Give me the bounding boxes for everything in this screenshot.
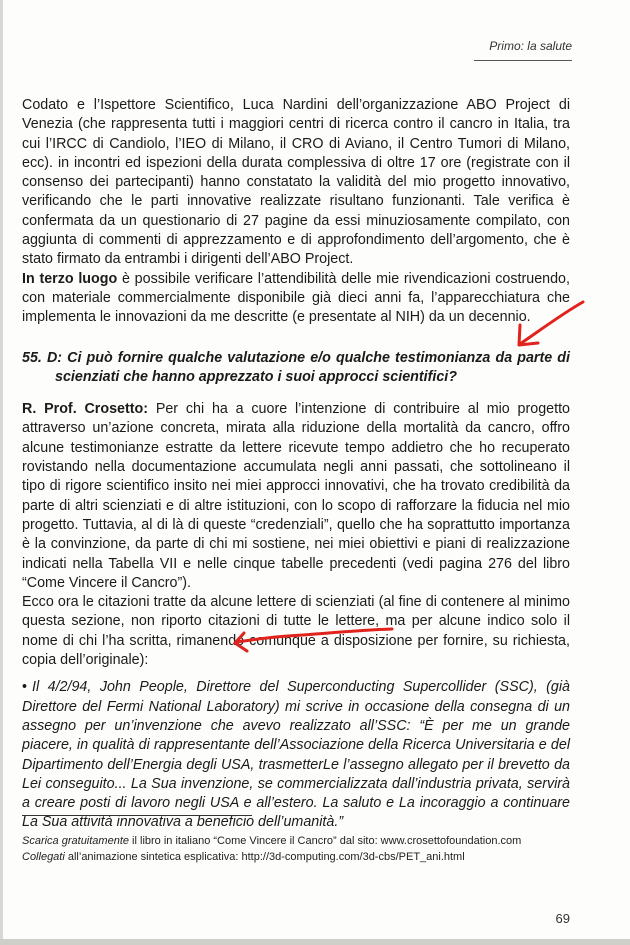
question-55: 55. D: Ci può fornire qualche valutazione e/o qualche testimonianza da parte di scienziati che hanno apprezzato i suoi approcci scientifici? [22,349,570,385]
quote-john-people [22,678,570,832]
bullet-mark: • [22,679,28,696]
page-number: 69 [555,911,570,926]
answer-lead: R. Prof. Crosetto: [22,401,149,418]
footnote-2-text: all’animazione sintetica esplicativa: http://3d-computing.com/3d-cbs/PET_ani.html [64,851,465,863]
quote-text: Il 4/2/94, John People, Direttore del Superconducting Supercollider (SSC), (già Direttore del Fermi National Laboratory) mi scrive in occasione della consegna di un assegno per un’invenzione che avevo realizzato all’SSC: “È per me un grande piacere, in qualità di rappresentante dell’Associazione della Ricerca Universitaria e del Dipartimento dell’Energia degli USA, trasmetterLe l’assegno allegato per il brevetto da Lei conseguito... La Sua invenzione, se commercializzata dall’industria privata, servirà a creare posti di lavoro negli USA e all’estero. La saluto e La incoraggio a continuare La Sua attività innovativa a beneficio dell’umanità.” [22,679,570,831]
footnote-2-em: Collegati [22,851,65,863]
paragraph-2 [22,270,570,328]
paragraph-2-lead: In terzo luogo [22,270,118,287]
footnote-1-text: il libro in italiano “Come Vincere il Cancro” dal sito: www.crosettofoundation.com [129,835,522,847]
paragraph-1: Codato e l’Ispettore Scientifico, Luca Nardini dell’organizzazione ABO Project di Venezia (che rappresenta tutti i maggiori centri di ricerca contro il cancro in Italia, tra cui l’IRCC di Candiolo, l’IEO di Milano, il CRO di Aviano, il Centro Tumori di Milano, ecc). in incontri ed ispezioni della durata complessiva di oltre 17 ore (registrate con il consenso dei partecipanti) hanno constatato la validità del mio progetto innovativo, verificando che le parti innovative realizzate risultano funzionanti. Tale verifica è confermata da un questionario di 27 pagine da essi minuziosamente compilato, con aggiunta di commenti di apprezzamento e di approfondimento dell’argomento, che è stato firmato da entrambi i dirigenti dell’ABO Project. [22,97,570,268]
running-header: Primo: la salute [489,39,572,53]
answer-paragraph [22,400,570,593]
header-rule [474,60,572,61]
answer-text: Per chi ha a cuore l’intenzione di contribuire al mio progetto attraverso un’azione concreta, mirata alla riduzione della mortalità da cancro, offro alcune testimonianze estratte da lettere ricevute tempo addietro che ho recuperato rovistando nella documentazione accumulata negli anni passati, che sottolineano il tipo di rigore scientifico insito nei miei approcci innovativi, che ha trovato credibilità da parte di altri scienziati e di altre istituzioni, con lo scopo di rafforzare la fiducia nel mio progetto. Tuttavia, al di là di queste “credenziali”, quello che ha soprattutto importanza è la convinzione, da parte di chi mi sostiene, nei miei obiettivi e piani di realizzazione indicati nella Tabella VII e nelle cinque tabelle precedenti (vedi pagina 276 del libro “Come Vincere il Cancro”). [22,401,570,591]
paragraph-4: Ecco ora le citazioni tratte da alcune lettere di scienziati (al fine di contenere al minimo questa sezione, non riporto citazioni di tutte le lettere, ma per alcune indico solo il nome di chi l’ha scritta, rimanendo comunque a disposizione per fornire, su richiesta, copia dell’originale): [22,594,570,669]
footnotes [22,833,582,865]
scan-bottom-edge [0,939,630,945]
footnote-rule [22,815,252,816]
footnote-1-em: Scarica gratuitamente [22,835,129,847]
page-body [22,96,570,833]
footnote-1 [22,833,582,849]
footnote-2 [22,849,582,865]
scan-left-edge [0,0,3,945]
paragraph-2-text: è possibile verificare l’attendibilità delle mie rivendicazioni costruendo, con materiale commercialmente disponibile già dieci anni fa, l’apparecchiatura che implementa le innovazioni da me descritte (e presentate al NIH) da un decennio. [22,270,570,326]
